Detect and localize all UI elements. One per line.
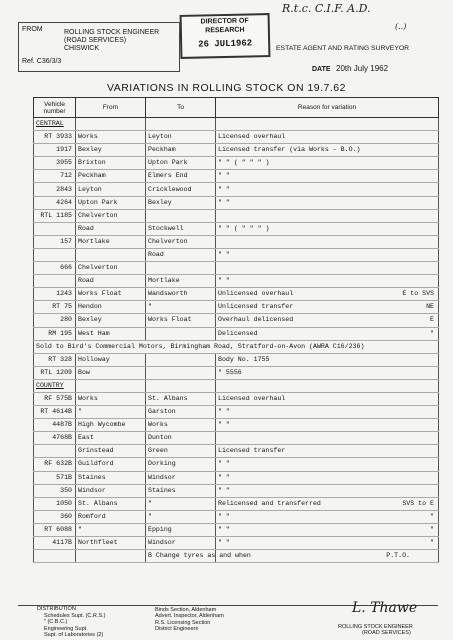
reason-cell [216,222,439,235]
table-cell: Guildford [76,458,146,471]
date-value: 20th July 1962 [336,64,389,73]
table-row [34,537,439,550]
from-line-1: ROLLING STOCK ENGINEER [64,29,160,36]
reason-text: " " [218,198,230,206]
table-cell [216,118,439,131]
table-cell: RF 632B [34,458,76,471]
table-cell: Chelverton [146,235,216,248]
table-row [34,235,439,248]
table-cell: " [146,301,216,314]
reason-cell [216,445,439,458]
reason-cell [216,275,439,288]
table-cell: RT 6088 [34,523,76,536]
table-cell: 157 [34,235,76,248]
reason-extra: E [430,316,434,324]
reason-cell [216,288,439,301]
distribution-item: Schedules Supt. (C.R.S.) [44,613,106,619]
table-row [34,275,439,288]
reason-cell [216,432,439,445]
reason-text: Unlicensed overhaul [218,290,294,298]
table-row [34,222,439,235]
table-cell: Bexley [76,144,146,157]
from-line-2: (ROAD SERVICES) [64,37,127,44]
table-cell: Staines [146,484,216,497]
table-cell: Dunton [146,432,216,445]
table-cell: Peckham [76,170,146,183]
reason-text: Unlicensed transfer [218,303,294,311]
reason-cell [216,419,439,432]
reason-cell [216,235,439,248]
table-cell: Elmers End [146,170,216,183]
table-cell: Holloway [76,353,146,366]
handwritten-note: R.t.c. C.I.F. A.D. [282,2,371,15]
table-cell: Road [76,222,146,235]
table-row [34,471,439,484]
table-cell: Upton Park [146,157,216,170]
table-row [34,327,439,340]
col-from-header: From [76,98,146,118]
reason-cell [216,248,439,261]
table-row [34,144,439,157]
distribution-item: R.S. Licensing Section [155,619,211,626]
reason-extra: " [430,329,434,337]
reason-text: " " [218,277,230,285]
table-cell [146,118,216,131]
table-row [34,419,439,432]
table-cell: RT 328 [34,353,76,366]
reason-cell [216,170,439,183]
table-cell [76,118,146,131]
reason-text: " " [218,539,230,547]
table-cell [34,445,76,458]
reason-cell [216,144,439,157]
table-row [34,314,439,327]
table-row [34,510,439,523]
table-row [34,550,439,563]
table-cell: Leyton [146,131,216,144]
reason-cell [216,157,439,170]
table-cell: Bexley [76,314,146,327]
table-cell: 4264 [34,196,76,209]
reason-cell [216,510,439,523]
reason-cell [216,353,439,366]
table-cell: RT 3933 [34,131,76,144]
table-cell: High Wycombe [76,419,146,432]
distribution-label: DISTRIBUTION [37,606,76,612]
reason-extra: SVS to E [402,499,434,507]
table-cell: Northfleet [76,537,146,550]
table-row [34,131,439,144]
table-cell: Green [146,445,216,458]
table-row [34,288,439,301]
reason-cell [216,131,439,144]
handwritten-mark: (..) [395,22,407,31]
col-vehicle-header: Vehicle number [34,98,76,118]
table-row [34,523,439,536]
table-cell [146,353,216,366]
table-cell [146,366,216,379]
reason-cell [216,327,439,340]
table-cell: RT 75 [34,301,76,314]
table-cell: Works [146,419,216,432]
table-cell: " [76,523,146,536]
table-cell: Road [76,275,146,288]
signatory-line: ROLLING STOCK ENGINEER [338,624,413,630]
signatory-title [338,624,413,637]
table-cell: East [76,432,146,445]
table-cell: Chelverton [76,209,146,222]
reason-text: " " [218,185,230,193]
reason-text: " " [218,250,230,258]
reason-cell [216,392,439,405]
table-cell: 4768B [34,432,76,445]
table-cell [146,209,216,222]
table-cell: COUNTRY [34,379,76,392]
table-cell [146,327,216,340]
reason-text: " " [218,512,230,520]
stamp-line-1: DIRECTOR OF [200,17,249,26]
reason-text: " " ( " " " ) [218,159,270,167]
table-cell: 712 [34,170,76,183]
table-cell: Windsor [146,537,216,550]
table-row [34,209,439,222]
table-cell: RTL 1209 [34,366,76,379]
table-cell: 280 [34,314,76,327]
table-body [34,118,439,563]
reason-cell [216,537,439,550]
table-header-row [34,98,439,118]
table-row [34,170,439,183]
table-cell: St. Albans [76,497,146,510]
table-cell: RF 575B [34,392,76,405]
table-row [34,196,439,209]
reason-extra: " [430,539,434,547]
reason-text: " " [218,460,230,468]
table-cell: St. Albans [146,392,216,405]
table-cell: Peckham [146,144,216,157]
table-cell: Epping [146,523,216,536]
table-cell: RT 4614B [34,406,76,419]
reason-extra: E to SVS [402,290,434,298]
table-cell: 1243 [34,288,76,301]
table-cell: Windsor [146,471,216,484]
reason-text: Relicensed and transferred [218,499,321,507]
table-cell: " [76,406,146,419]
table-cell: Romford [76,510,146,523]
variations-table [33,97,439,563]
reason-text: " " [218,525,230,533]
table-cell: Sold to Bird's Commercial Motors, Birmingham Road, Stratford-on-Avon (AWRA C16/236) [34,340,439,353]
table-row [34,458,439,471]
table-row [34,183,439,196]
table-cell: Windsor [76,484,146,497]
table-cell [76,379,146,392]
reason-text: " " [218,421,230,429]
reference: Ref. C36/3/3 [22,58,62,65]
reason-cell [216,301,439,314]
distribution-item: District Engineers [155,626,199,633]
table-cell: 666 [34,262,76,275]
table-row [34,248,439,261]
page-title: VARIATIONS IN ROLLING STOCK ON 19.7.62 [107,82,346,94]
reason-text: Overhaul delicensed [218,316,294,324]
reason-text: Licensed overhaul [218,395,286,403]
table-cell: Bow [76,366,146,379]
reason-text: Delicensed [218,329,258,337]
table-cell: 4117B [34,537,76,550]
table-row [34,157,439,170]
reason-text: " " [218,473,230,481]
distribution-item: Advert. Inspector, Aldenham [155,613,224,620]
table-cell: Hendon [76,301,146,314]
table-cell: Chelverton [76,262,146,275]
table-cell: 360 [34,510,76,523]
reason-text: Body No. 1755 [218,355,270,363]
table-cell: 4487B [34,419,76,432]
reason-cell [216,523,439,536]
table-cell: Mortlake [76,235,146,248]
table-cell: 1050 [34,497,76,510]
distribution-item: Binds Section, Aldenham [155,607,217,613]
reason-text: " " [218,172,230,180]
reason-cell [216,497,439,510]
table-cell: Works [76,131,146,144]
to-line: ESTATE AGENT AND RATING SURVEYOR [276,45,410,52]
table-cell [34,275,76,288]
table-cell: 2843 [34,183,76,196]
table-cell [34,550,76,563]
table-row [34,484,439,497]
distribution-list-1 [44,613,105,639]
table-cell: Bexley [146,196,216,209]
reason-extra: NE [426,303,434,311]
table-cell: " [146,497,216,510]
table-cell: RM 195 [34,327,76,340]
table-cell [146,379,216,392]
table-row [34,262,439,275]
table-cell: Cricklewood [146,183,216,196]
reason-text: " " [218,486,230,494]
col-reason-header: Reason for variation [216,98,439,118]
table-cell: Staines [76,471,146,484]
table-cell: B Change tyres as and when [146,550,216,563]
received-stamp [180,13,271,59]
reason-cell [216,209,439,222]
from-line-3: CHISWICK [64,45,99,52]
table-cell: P.T.O. [216,550,439,563]
reason-text: Licensed transfer (via Works - B.O.) [218,146,361,154]
table-row [34,366,439,379]
distribution-item: " (C.B.C.) [44,619,68,626]
stamp-date: 26 JUL1962 [198,38,253,50]
reason-text: " " [218,408,230,416]
table-row [34,392,439,405]
table-cell [216,379,439,392]
from-label: FROM [22,26,43,33]
table-row [34,432,439,445]
reason-text: Licensed overhaul [218,133,286,141]
reason-cell [216,314,439,327]
table-cell: Works Float [76,288,146,301]
table-cell: RTL 1185 [34,209,76,222]
reason-cell [216,183,439,196]
table-cell: West Ham [76,327,146,340]
table-cell: Garston [146,406,216,419]
reason-extra: " [430,512,434,520]
reason-cell [216,262,439,275]
table-row [34,301,439,314]
reason-text: Licensed transfer [218,447,286,455]
table-cell: CENTRAL [34,118,76,131]
reason-cell [216,458,439,471]
signatory-line: (ROAD SERVICES) [362,630,411,637]
table-cell: Upton Park [76,196,146,209]
table-cell: 1917 [34,144,76,157]
table-cell [146,262,216,275]
table-cell: Grinstead [76,445,146,458]
table-row [34,353,439,366]
table-row [34,497,439,510]
distribution-item: Engineering Supt. [44,625,88,632]
reason-cell [216,471,439,484]
table-cell: 3955 [34,157,76,170]
table-cell [34,248,76,261]
reason-extra: " [430,525,434,533]
section-row [34,379,439,392]
col-to-header: To [146,98,216,118]
table-row [34,340,439,353]
table-cell [34,222,76,235]
table-row [34,406,439,419]
reason-text: " " ( " " " ) [218,224,270,232]
table-cell [76,550,146,563]
reason-cell [216,196,439,209]
table-cell: Road [146,248,216,261]
table-cell: Leyton [76,183,146,196]
signature: L. Thawe [352,600,418,616]
stamp-line-2: RESEARCH [205,26,245,35]
table-cell: Wandsworth [146,288,216,301]
table-cell: 350 [34,484,76,497]
reason-cell [216,366,439,379]
table-cell: Stockwell [146,222,216,235]
date-label: DATE [312,66,331,73]
table-cell: Works [76,392,146,405]
section-row [34,118,439,131]
table-cell [76,248,146,261]
table-cell: 571B [34,471,76,484]
reason-text: " 5556 [218,368,242,376]
distribution-list-2 [155,607,224,633]
table-cell: " [146,510,216,523]
distribution-item: Supt. of Laboratories (2) [44,632,104,639]
reason-cell [216,484,439,497]
reason-cell [216,406,439,419]
table-cell: Brixton [76,157,146,170]
table-cell: Works Float [146,314,216,327]
table-cell: Dorking [146,458,216,471]
table-row [34,445,439,458]
table-cell: Mortlake [146,275,216,288]
